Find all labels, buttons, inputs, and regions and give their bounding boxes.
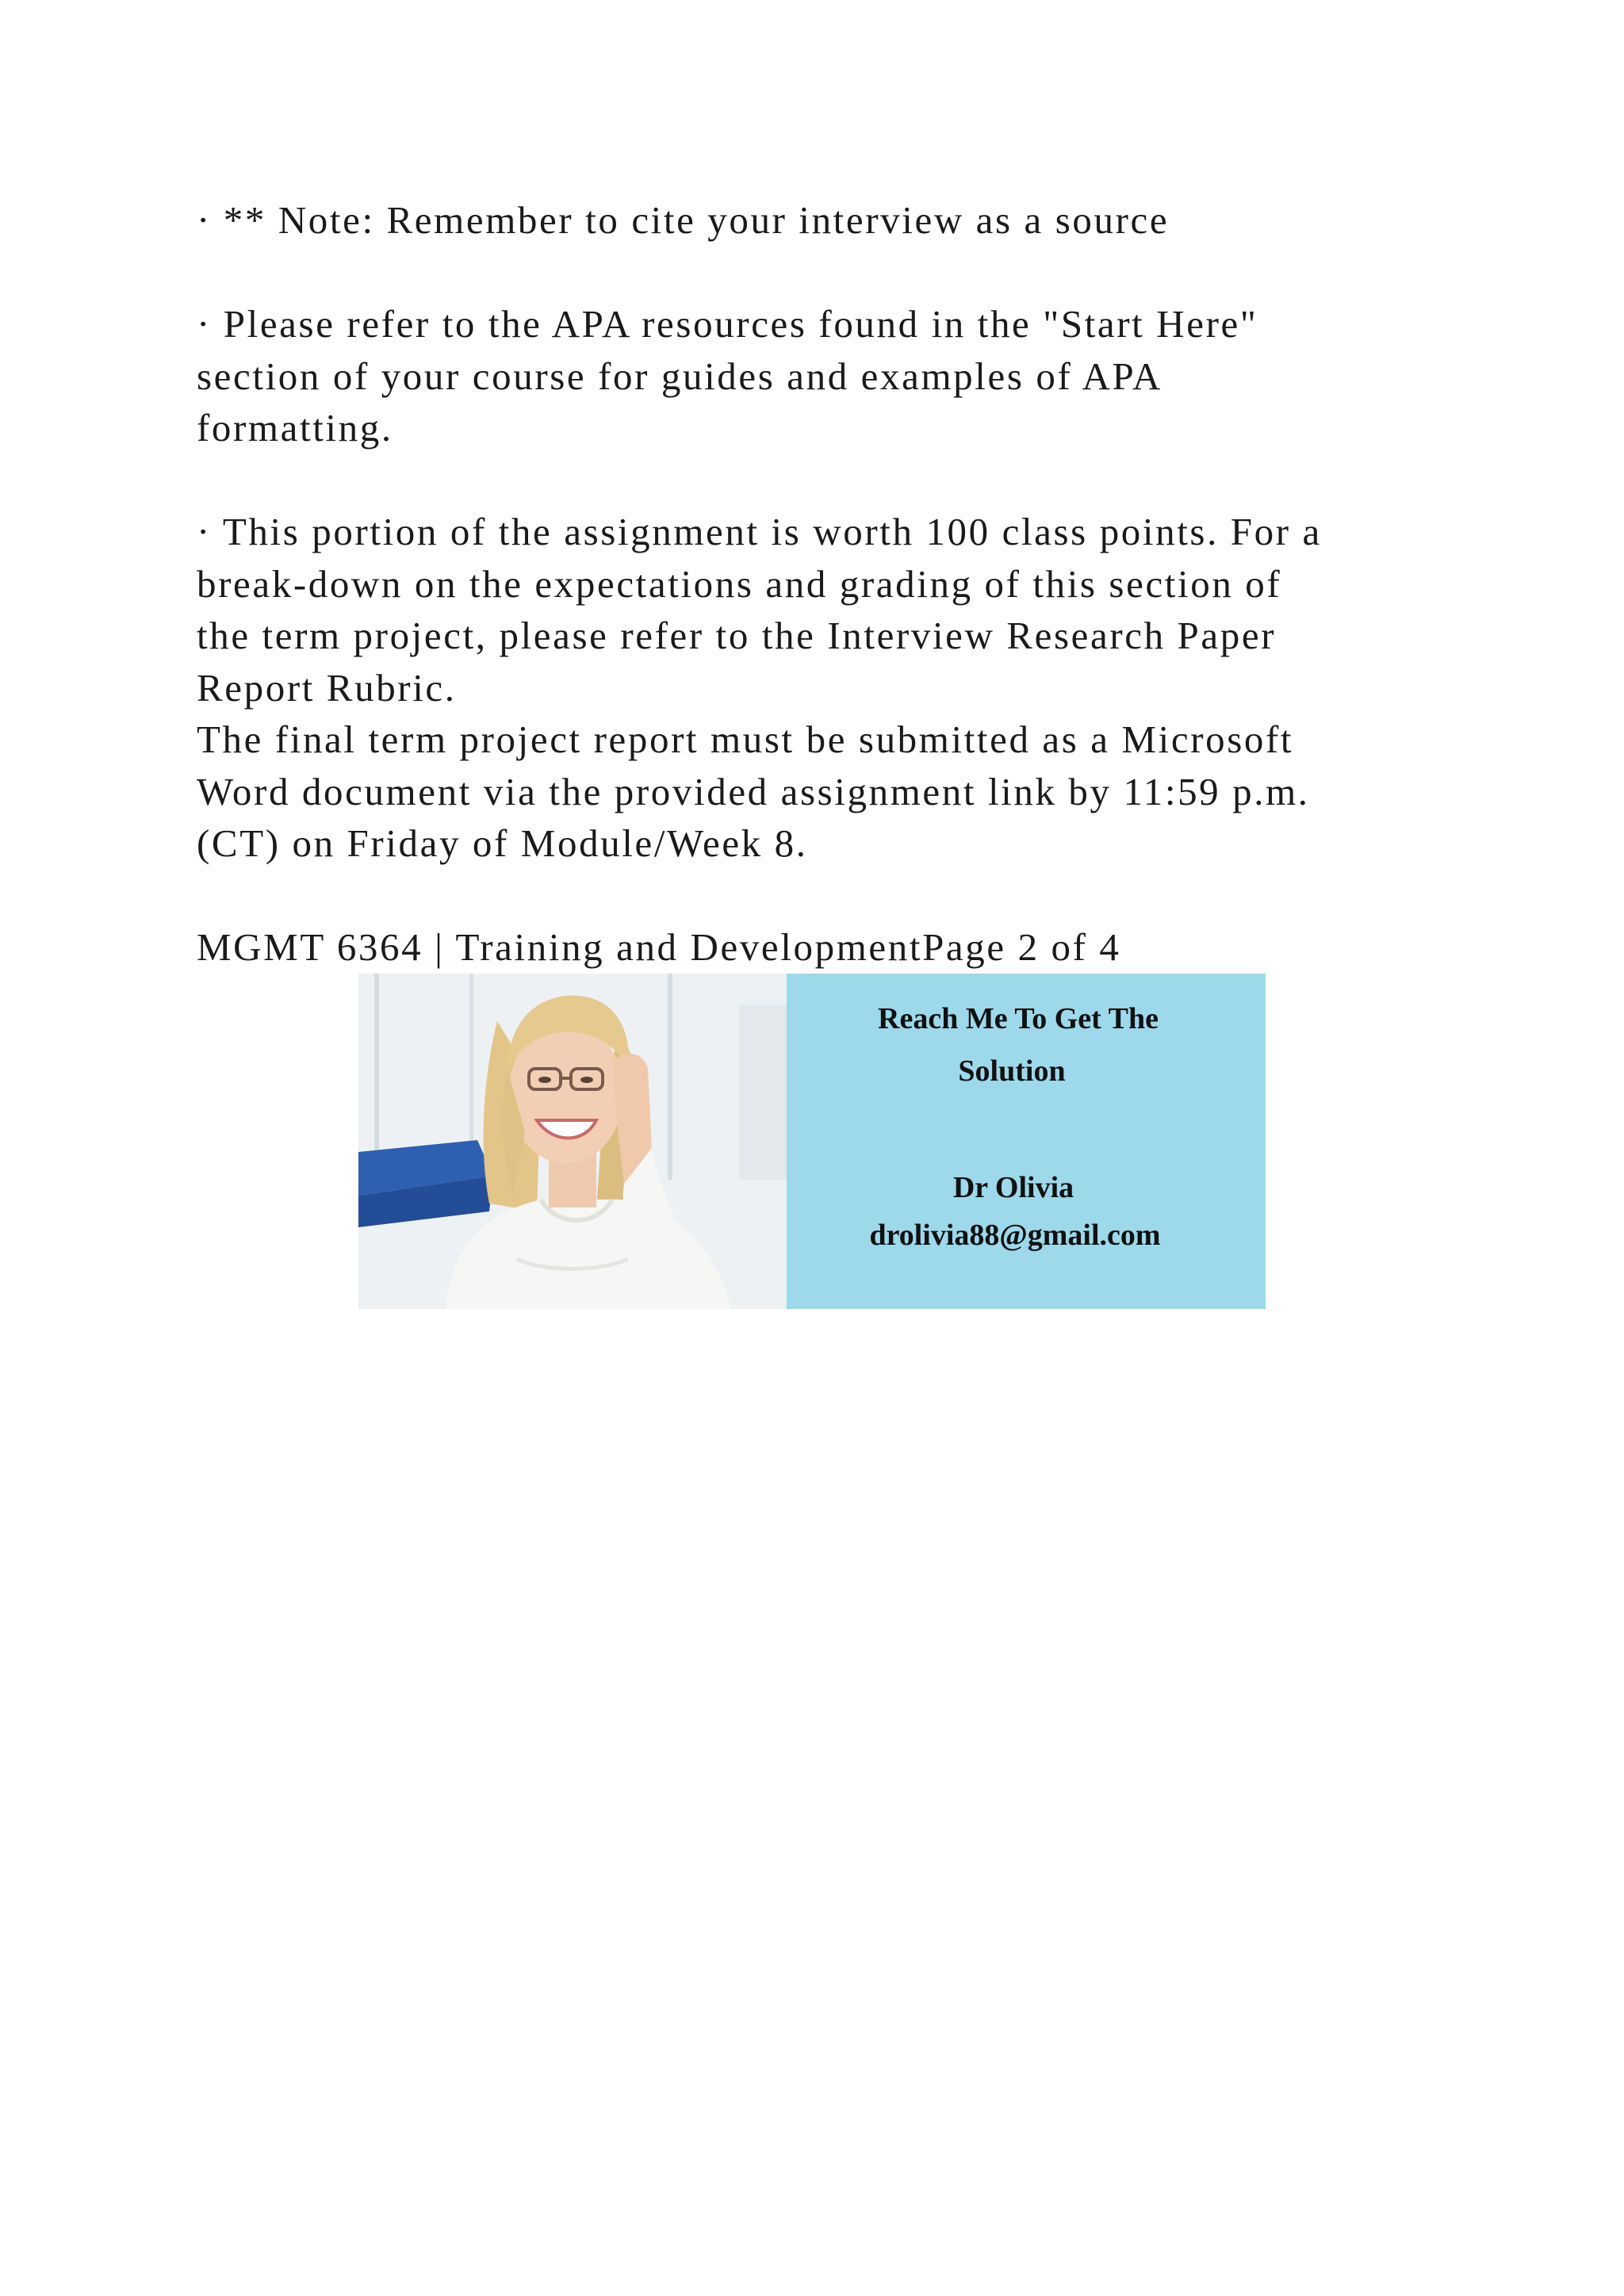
text-line: the term project, please refer to the Interview Research Paper (197, 614, 1277, 657)
banner-headline-line2: Solution (958, 1054, 1066, 1088)
apa-paragraph (197, 298, 1497, 454)
text-line: · This portion of the assignment is worth 100 class points. For a (197, 510, 1322, 553)
text-line: Report Rubric. (197, 665, 457, 710)
contact-email: drolivia88@gmail.com (869, 1219, 1161, 1252)
banner-headline-line1: Reach Me To Get The (878, 1002, 1159, 1035)
contact-name: Dr Olivia (952, 1171, 1074, 1204)
text-line: (CT) on Friday of Module/Week 8. (197, 821, 808, 865)
text-line: · Please refer to the APA resources found in the "Start Here" (197, 302, 1258, 346)
contact-panel (787, 974, 1266, 1309)
note-paragraph (197, 194, 1497, 247)
text-line: section of your course for guides and examples of APA (197, 354, 1162, 398)
text-line: The final term project report must be submitted as a Microsoft (197, 718, 1294, 761)
promo-banner (358, 974, 1266, 1309)
text-line: Word document via the provided assignment link by 11:59 p.m. (197, 769, 1310, 813)
page-footer (197, 921, 1497, 974)
woman-photo (358, 974, 787, 1309)
woman-photo-illustration (358, 974, 787, 1309)
text-line: formatting. (197, 406, 393, 450)
text-line: break-down on the expectations and grading of this section of (197, 561, 1282, 606)
points-paragraph (197, 506, 1497, 870)
text-line: · ** Note: Remember to cite your interview as a source (197, 198, 1170, 242)
footer-text: MGMT 6364 | Training and DevelopmentPage 2 of 4 (197, 925, 1121, 969)
